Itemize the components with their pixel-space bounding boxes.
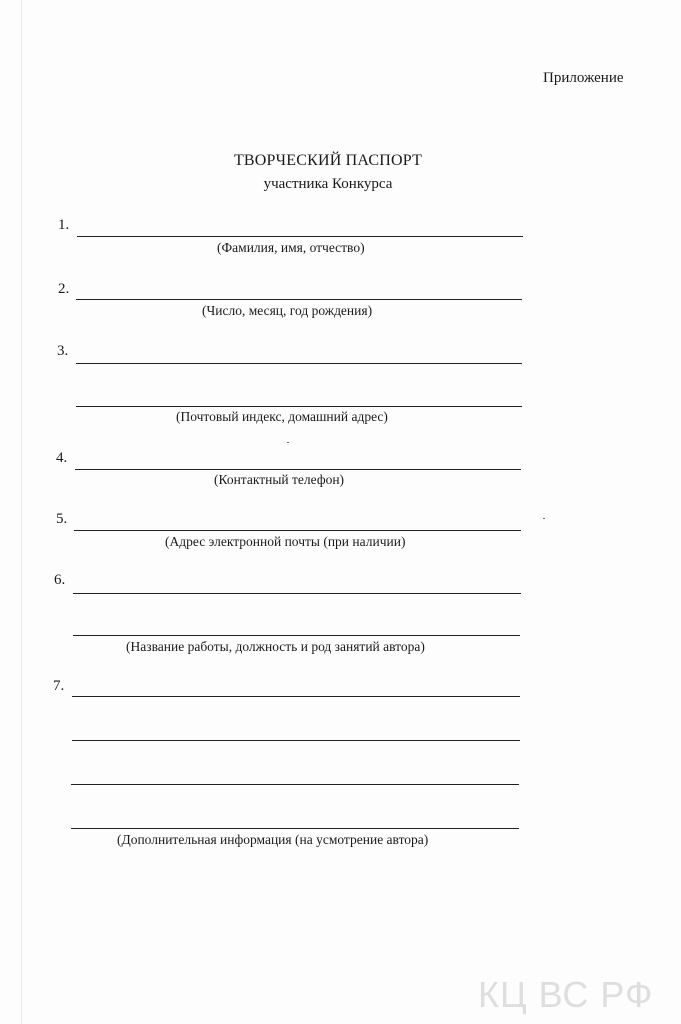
appendix-label: Приложение (543, 70, 624, 86)
field-7-caption: (Дополнительная информация (на усмотрение автора) (117, 832, 429, 847)
scan-speck (287, 442, 289, 443)
field-7-line-3[interactable] (71, 784, 519, 785)
field-6-line-1[interactable] (73, 593, 521, 594)
field-2-line[interactable] (76, 299, 522, 300)
field-3-line-2[interactable] (76, 406, 522, 407)
watermark: КЦ ВС РФ (478, 974, 654, 1015)
document-subtitle: участника Конкурса (263, 176, 393, 192)
field-5-caption: (Адрес электронной почты (при наличии) (165, 534, 406, 549)
field-2-caption: (Число, месяц, год рождения) (202, 303, 373, 318)
field-4-number: 4. (56, 450, 68, 466)
field-6-number: 6. (54, 572, 66, 588)
field-7-line-2[interactable] (72, 740, 520, 741)
field-6-line-2[interactable] (73, 635, 520, 636)
field-7-line-4[interactable] (71, 828, 519, 829)
document-title: ТВОРЧЕСКИЙ ПАСПОРТ (233, 152, 423, 169)
field-1-caption: (Фамилия, имя, отчество) (217, 240, 365, 255)
field-3-number: 3. (57, 343, 69, 359)
field-3-line-1[interactable] (76, 363, 522, 364)
field-3-caption: (Почтовый индекс, домашний адрес) (176, 409, 388, 424)
field-5-number: 5. (56, 511, 68, 527)
field-7-line-1[interactable] (72, 696, 520, 697)
field-2-number: 2. (58, 281, 70, 297)
field-7-number: 7. (53, 678, 65, 694)
scan-speck (543, 518, 545, 519)
field-4-line[interactable] (75, 469, 521, 470)
field-4-caption: (Контактный телефон) (214, 472, 345, 487)
field-1-number: 1. (58, 217, 70, 233)
field-5-line[interactable] (74, 530, 521, 531)
field-6-caption: (Название работы, должность и род занятий автора) (126, 639, 425, 654)
field-1-line[interactable] (77, 236, 523, 237)
